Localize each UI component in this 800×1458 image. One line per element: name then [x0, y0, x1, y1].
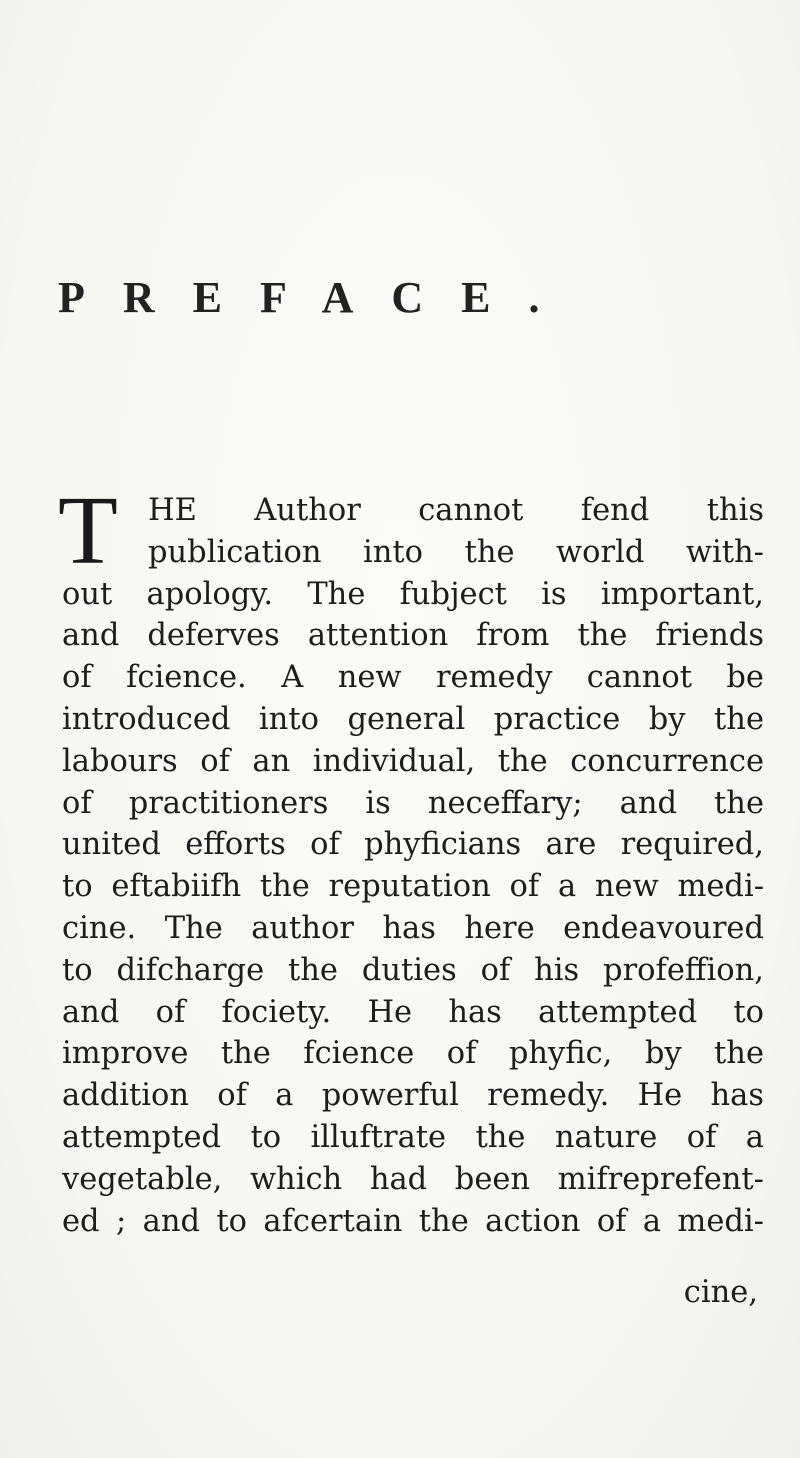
- preface-heading: PREFACE.: [58, 273, 578, 322]
- text-line: united efforts of phyficians are required,: [62, 827, 764, 863]
- text-line: labours of an individual, the concurrence: [62, 743, 764, 779]
- text-line: publication into the world with-: [148, 534, 764, 570]
- text-line: addition of a powerful remedy. He has: [62, 1078, 764, 1114]
- text-line: and deferves attention from the friends: [62, 618, 764, 654]
- text-line: and of fociety. He has attempted to: [62, 994, 764, 1030]
- drop-cap: T: [58, 477, 118, 585]
- text-line: cine. The author has here endeavoured: [62, 910, 764, 946]
- text-line: of fcience. A new remedy cannot be: [62, 660, 764, 696]
- text-line: of practitioners is neceffary; and the: [62, 785, 764, 821]
- text-line: to difcharge the duties of his profeffion,: [62, 952, 764, 988]
- text-line: introduced into general practice by the: [62, 701, 764, 737]
- preface-body: [58, 477, 764, 1242]
- text-line: attempted to illuftrate the nature of a: [62, 1119, 764, 1155]
- text-line: HE Author cannot fend this: [148, 493, 764, 528]
- text-line: ed ; and to afcertain the action of a medi-: [62, 1203, 764, 1239]
- text-line: to eftabiifh the reputation of a new medi-: [62, 869, 764, 905]
- text-line: vegetable, which had been mifreprefent-: [62, 1161, 764, 1197]
- catchword: cine,: [683, 1275, 758, 1310]
- text-line: improve the fcience of phyfic, by the: [62, 1036, 764, 1072]
- text-line: out apology. The fubject is important,: [62, 576, 764, 612]
